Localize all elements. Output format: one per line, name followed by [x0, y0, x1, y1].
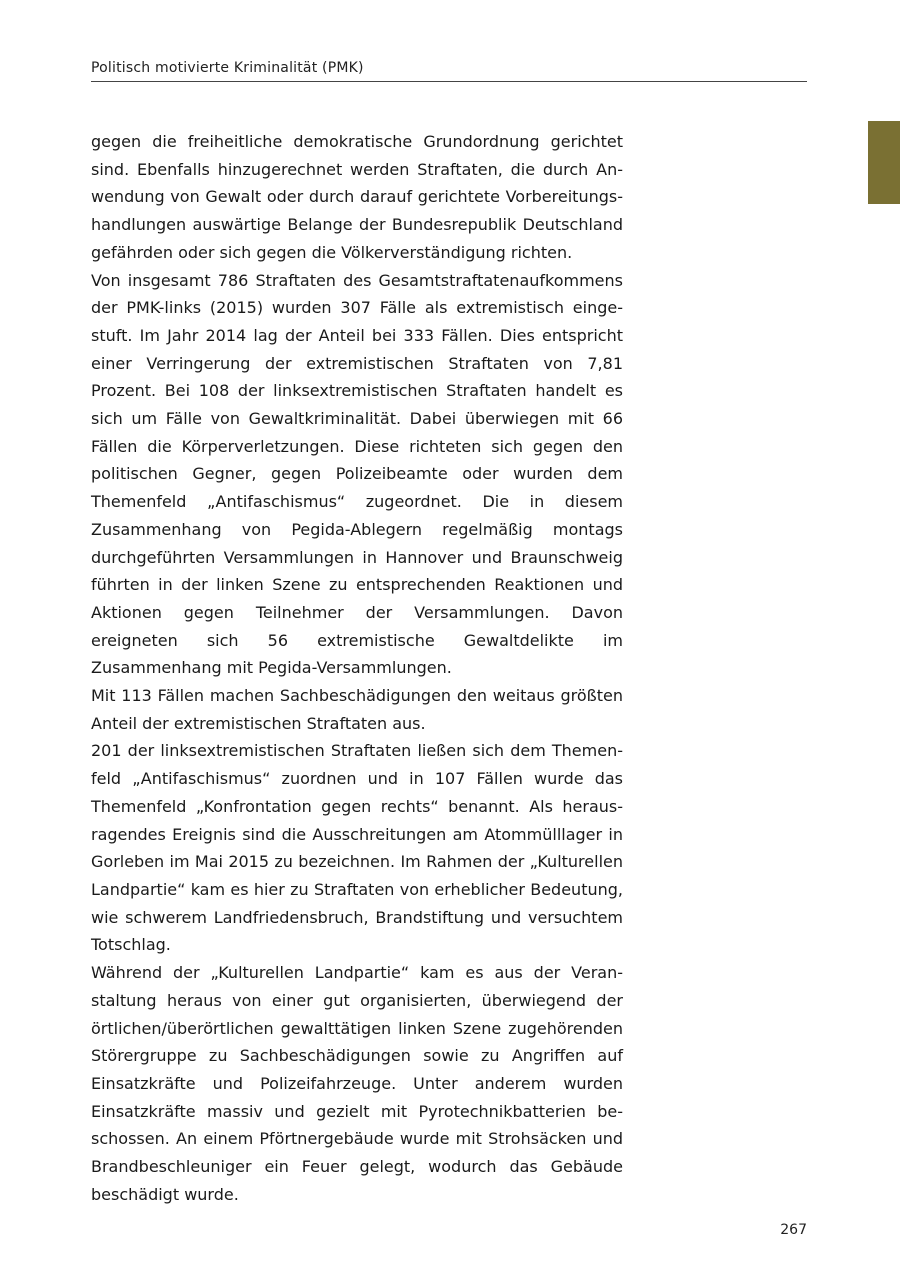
running-header: Politisch motivierte Kriminalität (PMK) [91, 60, 364, 76]
paragraph: Während der „Kulturellen Landpartie“ kam es aus der Veranstaltung heraus von einer gut organisierten, überwiegend der örtlichen/überörtlichen gewalttätigen linken Szene zugehörenden Störergruppe zu Sachbeschädigungen sowie zu Angriffen auf Einsatzkräfte und Polizeifahrzeuge. Unter anderem wurden Einsatzkräfte massiv und gezielt mit Pyrotechnikbatterien beschossen. An einem Pförtnergebäude wurde mit Strohsäcken und Brandbeschleuniger ein Feuer gelegt, wodurch das Gebäude beschädigt wurde. [91, 963, 623, 1204]
paragraph: Mit 113 Fällen machen Sachbeschädigungen den weitaus größten Anteil der extremistischen Straftaten aus. [91, 686, 623, 733]
paragraph: gegen die freiheitliche demokratische Grundordnung gerichtet sind. Ebenfalls hinzugerechnet werden Straftaten, die durch Anwendung von Gewalt oder durch darauf gerichtete Vorbereitungshandlungen auswärtige Belange der Bundesrepublik Deutschland gefährden oder sich gegen die Völkerverständigung richten. [91, 132, 623, 262]
body-text [91, 128, 623, 1208]
paragraph: 201 der linksextremistischen Straftaten ließen sich dem Themenfeld „Antifaschismus“ zuordnen und in 107 Fällen wurde das Themenfeld „Konfrontation gegen rechts“ benannt. Als herausragendes Ereignis sind die Ausschreitungen am Atommülllager in Gorleben im Mai 2015 zu bezeichnen. Im Rahmen der „Kulturellen Landpartie“ kam es hier zu Straftaten von erheblicher Bedeutung, wie schwerem Landfriedensbruch, Brandstiftung und versuchtem Totschlag. [91, 741, 623, 955]
header-rule [91, 81, 807, 82]
page-number: 267 [780, 1222, 807, 1238]
chapter-thumb-tab [868, 121, 900, 204]
paragraph: Von insgesamt 786 Straftaten des Gesamtstraftatenaufkommens der PMK-links (2015) wurden 307 Fälle als extremistisch eingestuft. Im Jahr 2014 lag der Anteil bei 333 Fällen. Dies entspricht einer Verringerung der extremistischen Straftaten von 7,81 Prozent. Bei 108 der linksextremistischen Straftaten handelt es sich um Fälle von Gewaltkriminalität. Dabei überwiegen mit 66 Fällen die Körperverletzungen. Diese richteten sich gegen den politischen Gegner, gegen Polizeibeamte oder wurden dem Themenfeld „Antifaschismus“ zugeordnet. Die in diesem Zusammenhang von Pegida-Ablegern regelmäßig montags durchgeführten Versammlungen in Hannover und Braunschweig führten in der linken Szene zu entsprechenden Reaktionen und Aktionen gegen Teilnehmer der Versammlungen. Davon ereigneten sich 56 extremistische Gewaltdelikte im Zusammenhang mit Pegida-Versammlungen. [91, 270, 623, 678]
